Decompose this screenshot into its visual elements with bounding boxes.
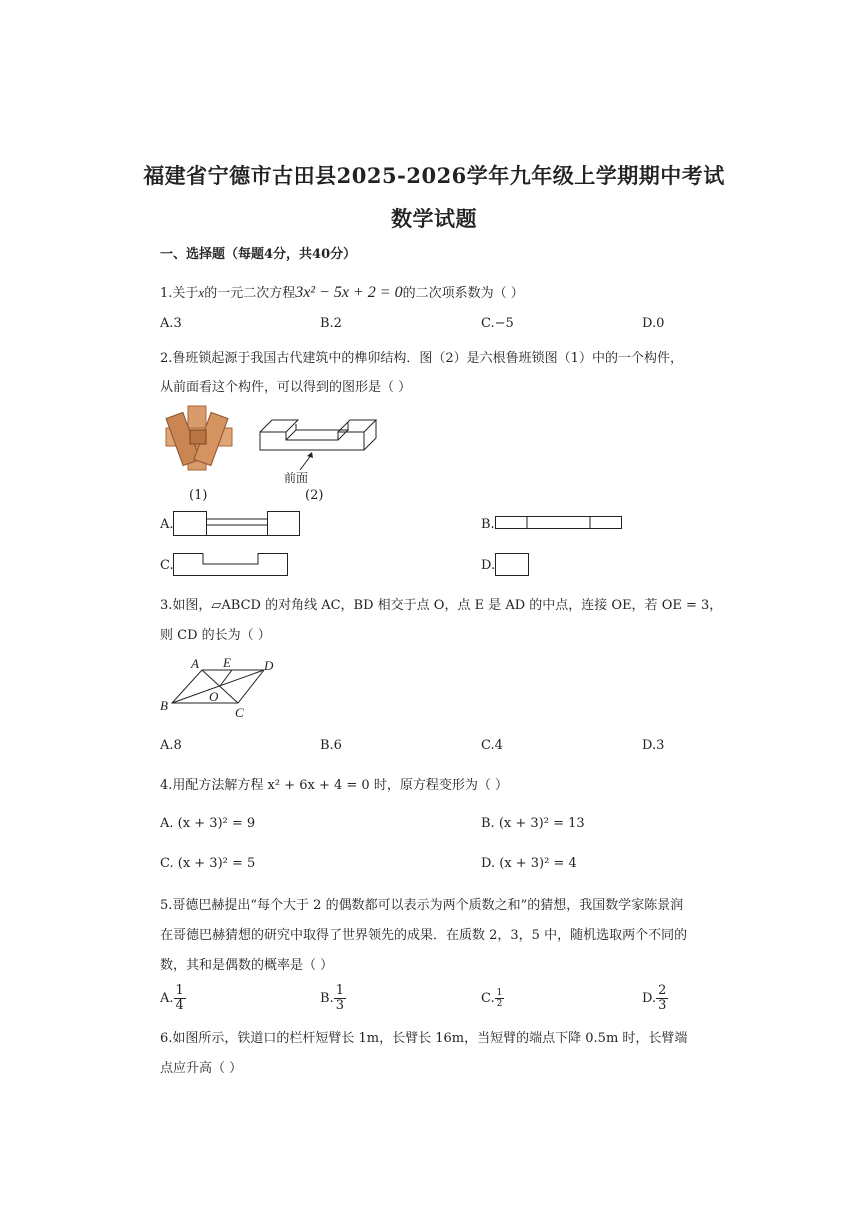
q1-option-c: C.−5 [481, 316, 514, 331]
question-5-line1: 5.哥德巴赫提出“每个大于 2 的偶数都可以表示为两个质数之和”的猜想，我国数学家陈景润 [160, 898, 684, 913]
point-b-label: B [160, 698, 168, 713]
q3-option-a: A.8 [160, 738, 182, 753]
q5-option-b-denominator: 3 [335, 998, 344, 1013]
point-c-label: C [235, 705, 244, 720]
q5-option-c-numerator: 1 [496, 988, 503, 998]
component-figure [258, 414, 383, 486]
q5-option-d [642, 984, 668, 1013]
q5-option-a-fraction [174, 984, 186, 1013]
q5-option-c-fraction [495, 988, 505, 1009]
figure-1-label: (1) [189, 488, 208, 503]
q2-option-c-label: C. [160, 558, 174, 573]
q1-equation: 3x² − 5x + 2 = 0 [295, 284, 403, 301]
q4-option-b: B. (x + 3)² = 13 [481, 816, 585, 831]
section-heading: 一、选择题（每题4分，共40分） [160, 247, 357, 262]
q4-option-c: C. (x + 3)² = 5 [160, 856, 256, 871]
q5-option-d-fraction [656, 984, 668, 1013]
q2-option-b-figure [495, 516, 623, 530]
question-6-line2: 点应升高（ ） [160, 1061, 243, 1076]
question-5-line2: 在哥德巴赫猜想的研究中取得了世界领先的成果．在质数 2，3，5 中，随机选取两个不同的 [160, 928, 688, 943]
q1-prefix: 1.关于 [160, 286, 199, 301]
q3-option-c: C.4 [481, 738, 503, 753]
q5-option-d-label: D. [642, 991, 657, 1006]
q5-option-b [320, 984, 346, 1013]
q5-option-b-label: B. [320, 991, 334, 1006]
q1-var: x [198, 285, 205, 300]
q2-option-d-label: D. [481, 558, 496, 573]
q5-option-c [481, 988, 504, 1009]
q5-option-a-denominator: 4 [175, 998, 184, 1013]
question-5-line3: 数，其和是偶数的概率是（ ） [160, 958, 334, 973]
q2-option-a-figure [173, 511, 301, 537]
q2-option-c-figure [173, 553, 289, 577]
q5-option-a [160, 984, 186, 1013]
exam-subtitle: 数学试题 [391, 206, 477, 231]
q1-suffix: 的二次项系数为（ ） [402, 286, 524, 301]
q1-option-a: A.3 [160, 316, 182, 331]
point-e-label: E [223, 655, 231, 670]
q5-option-d-numerator: 2 [658, 983, 667, 998]
q5-option-a-numerator: 1 [175, 983, 184, 998]
q5-option-a-label: A. [160, 991, 174, 1006]
question-6-line1: 6.如图所示，铁道口的栏杆短臂长 1m，长臂长 16m，当短臂的端点下降 0.5m 时，长臂端 [160, 1031, 688, 1046]
question-2-line1: 2.鲁班锁起源于我国古代建筑中的榫卯结构．图（2）是六根鲁班锁图（1）中的一个构件， [160, 351, 683, 366]
question-2-line2: 从前面看这个构件，可以得到的图形是（ ） [160, 380, 412, 395]
point-o-label: O [209, 689, 219, 704]
point-a-label: A [191, 656, 199, 671]
q2-option-b-label: B. [481, 517, 495, 532]
luban-lock-figure [160, 402, 240, 474]
question-4-stem: 4.用配方法解方程 x² + 6x + 4 = 0 时，原方程变形为（ ） [160, 778, 508, 793]
q5-option-c-label: C. [481, 991, 495, 1006]
q5-option-d-denominator: 3 [658, 998, 667, 1013]
q2-option-a-label: A. [160, 517, 174, 532]
question-3-line1: 3.如图，▱ABCD 的对角线 AC，BD 相交于点 O，点 E 是 AD 的中点，连接 OE，若 OE = 3， [160, 598, 723, 613]
q4-option-a: A. (x + 3)² = 9 [160, 816, 256, 831]
q5-option-b-numerator: 1 [335, 983, 344, 998]
q3-option-d: D.3 [642, 738, 665, 753]
q5-option-b-fraction [334, 984, 346, 1013]
figure-2-label: (2) [305, 488, 324, 503]
q5-option-c-denominator: 2 [496, 999, 503, 1009]
question-1-stem [160, 282, 524, 302]
exam-title: 福建省宁德市古田县2025-2026学年九年级上学期期中考试 [143, 163, 725, 188]
q1-option-d: D.0 [642, 316, 665, 331]
front-label: 前面 [284, 471, 309, 485]
q2-option-d-figure [495, 553, 531, 577]
q1-mid: 的一元二次方程 [204, 286, 296, 301]
question-3-line2: 则 CD 的长为（ ） [160, 628, 271, 643]
point-d-label: D [264, 658, 274, 673]
q4-option-d: D. (x + 3)² = 4 [481, 856, 577, 871]
q1-option-b: B.2 [320, 316, 342, 331]
q3-option-b: B.6 [320, 738, 342, 753]
